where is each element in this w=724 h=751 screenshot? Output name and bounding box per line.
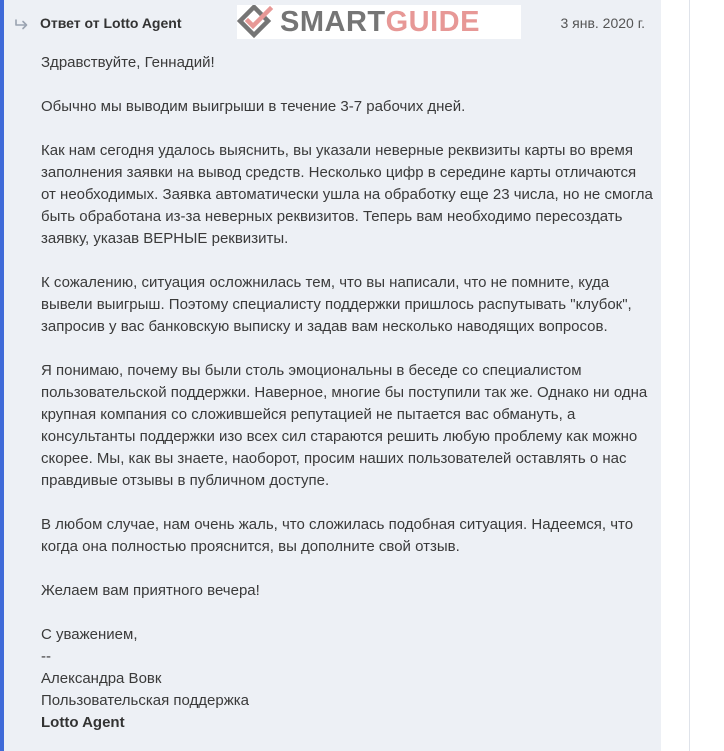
paragraph-apology: Я понимаю, почему вы были столь эмоциональны в беседе со специалистом пользовательской поддержки. Наверное, многие бы поступили так же. Однако ни одна крупная компания со сложившейся репутацией не пытается вас обмануть, а консультанты поддержки изо всех сил стараются решить любую проблему как можно скорее. Мы, как вы знаете, наоборот, просим наших пользователей оставлять о нас правдивые отзывы в публичном доступе.	[41, 362, 648, 489]
paragraph-timing: Обычно мы выводим выигрыши в течение 3-7 рабочих дней.	[41, 98, 466, 115]
signature-company: Lotto Agent	[41, 714, 125, 731]
column-divider	[689, 0, 690, 751]
reply-arrow-icon	[15, 17, 31, 29]
paragraph-complication: К сожалению, ситуация осложнилась тем, что вы написали, что не помните, куда вывели выигрыш. Поэтому специалисту поддержки пришлось распутывать "клубок", запросив у вас банковскую выписку и задав вам несколько наводящих вопросов.	[41, 274, 632, 335]
watermark-text	[280, 7, 480, 37]
paragraph-card-details: Как нам сегодня удалось выяснить, вы указали неверные реквизиты карты во время заполнения заявки на вывод средств. Несколько цифр в середине карты отличаются от необходимых. Заявка автоматически ушла на обработку еще 23 числа, но не смогла быть обработана из-за неверных реквизитов. Теперь вам необходимо пересоздать заявку, указав ВЕРНЫЕ реквизиты.	[41, 142, 653, 247]
signature-closing: С уважением,	[41, 626, 138, 643]
greeting: Здравствуйте, Геннадий!	[41, 54, 215, 71]
paragraph-regret: В любом случае, нам очень жаль, что сложилась подобная ситуация. Надеемся, что когда она полностью прояснится, вы дополните свой отзыв.	[41, 516, 634, 555]
signature-role: Пользовательская поддержка	[41, 692, 249, 709]
smartguide-watermark	[237, 5, 521, 39]
paragraph-farewell: Желаем вам приятного вечера!	[41, 582, 260, 599]
reply-body	[41, 52, 653, 734]
watermark-guide: GUIDE	[385, 6, 480, 38]
reply-author: Ответ от Lotto Agent	[40, 15, 182, 31]
reply-date: 3 янв. 2020 г.	[560, 15, 645, 31]
signature-name: Александра Вовк	[41, 670, 162, 687]
reply-header	[4, 0, 661, 46]
signature-separator: --	[41, 648, 51, 665]
signature	[41, 624, 653, 734]
diamond-check-icon	[237, 5, 277, 39]
watermark-smart: SMART	[280, 6, 386, 38]
